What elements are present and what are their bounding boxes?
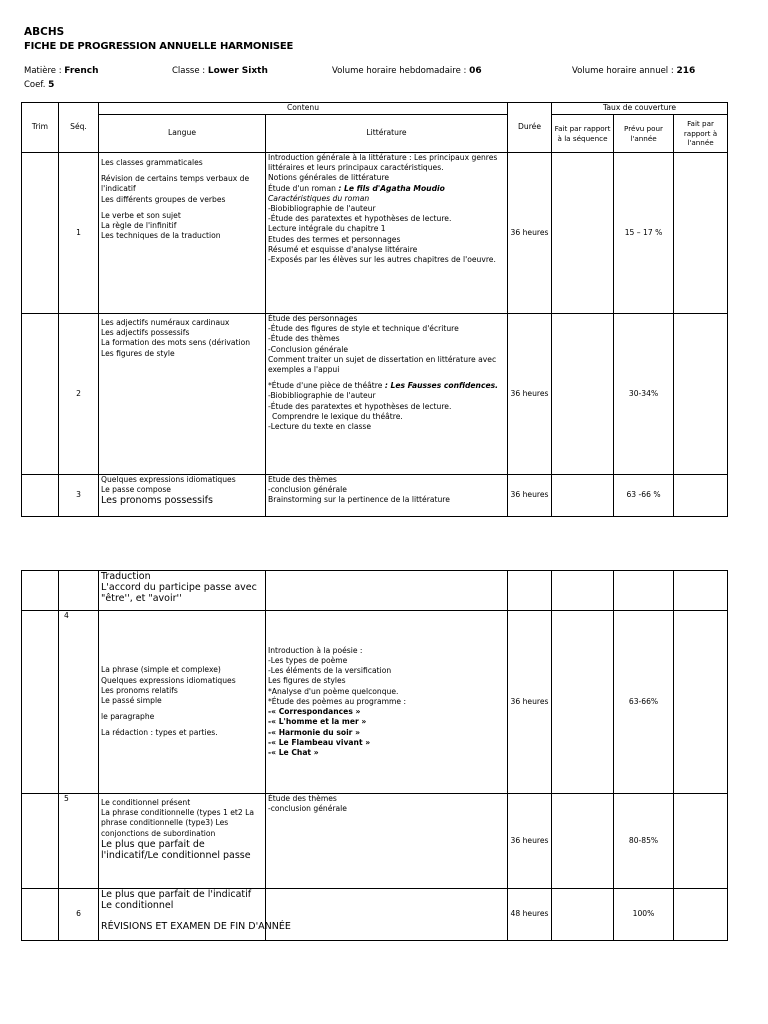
litt-item: -Les éléments de la versification [268, 666, 392, 676]
classe-field [172, 66, 268, 76]
fait-annee-cell [674, 611, 728, 794]
trim-cell [22, 611, 59, 794]
fait-seq-cell [552, 794, 614, 889]
fait-annee-cell [674, 794, 728, 889]
langue-item: Les techniques de la traduction [101, 231, 221, 241]
table-row [22, 475, 728, 517]
litt-item: Étude des personnages [268, 314, 358, 323]
litt-item: -Étude des thèmes [268, 334, 340, 344]
langue-item: Le conditionnel [101, 900, 174, 911]
trim-cell [22, 153, 59, 314]
progression-table-part1 [21, 102, 728, 517]
fait-annee-cell [674, 889, 728, 941]
poem-title: -« Le Flambeau vivant » [268, 737, 371, 747]
litterature-cell [266, 314, 508, 475]
classe-label: Classe : [172, 66, 206, 76]
litt-item: -Lecture du texte en classe [268, 422, 372, 432]
header-litterature: Littérature [266, 115, 508, 153]
litt-item: Introduction générale à la littérature : Les principaux genres littéraires et leurs principaux caractéristiques. [268, 153, 498, 173]
vol-hebdo-field [332, 66, 482, 76]
trim-cell [22, 571, 59, 611]
langue-item: Les classes grammaticales [101, 158, 203, 167]
langue-item: La phrase (simple et complexe) [101, 665, 221, 675]
table-row [22, 611, 728, 794]
langue-item: Traduction [101, 571, 151, 582]
langue-item: Les adjectifs possessifs [101, 328, 190, 338]
litterature-cell [266, 571, 508, 611]
fait-seq-cell [552, 153, 614, 314]
langue-cell [99, 794, 266, 889]
litt-item: -Étude des paratextes et hypothèses de lecture. [268, 401, 452, 411]
langue-item: le paragraphe [101, 712, 155, 722]
litt-work-title: : Les Fausses confidences. [384, 381, 499, 391]
poem-title: -« L'homme et la mer » [268, 717, 367, 727]
table-row [22, 889, 728, 941]
litt-item: Caractéristiques du roman [268, 193, 370, 203]
prevu-cell [614, 571, 674, 611]
vol-annuel-value: 216 [676, 66, 696, 76]
litt-item: Résumé et esquisse d'analyse littéraire [268, 244, 418, 254]
header-fait-annee: Fait par rapport à l'année [674, 115, 728, 153]
litt-item: Les figures de styles [268, 676, 346, 686]
poem-title: -« Le Chat » [268, 747, 319, 757]
langue-cell [99, 571, 266, 611]
litterature-cell [266, 611, 508, 794]
litt-item: Étude des thèmes [268, 794, 337, 803]
fait-annee-cell [674, 314, 728, 475]
langue-item: La phrase conditionnelle (types 1 et2 La phrase conditionnelle (type3) Les conjonctions de subordination [101, 808, 254, 838]
duree-cell: 48 heures [508, 889, 552, 941]
trim-cell [22, 314, 59, 475]
header-fait-sequence: Fait par rapport à la séquence [552, 115, 614, 153]
langue-item: Les différents groupes de verbes [101, 194, 226, 204]
matiere-value: French [64, 66, 99, 76]
trim-cell [22, 794, 59, 889]
table-row [22, 153, 728, 314]
litt-roman-line [268, 184, 505, 194]
duree-cell: 36 heures [508, 611, 552, 794]
header-prevu-annee: Prévu pour l'année [614, 115, 674, 153]
vol-annuel-field [572, 66, 695, 76]
trim-cell [22, 889, 59, 941]
coef-field [24, 80, 54, 90]
seq-cell [59, 571, 99, 611]
fait-seq-cell [552, 611, 614, 794]
vol-annuel-label: Volume horaire annuel : [572, 66, 674, 76]
litterature-cell [266, 475, 508, 517]
langue-item: Le passe compose [101, 485, 171, 495]
litterature-cell [266, 794, 508, 889]
document-title: FICHE DE PROGRESSION ANNUELLE HARMONISEE [24, 41, 294, 52]
fait-seq-cell [552, 475, 614, 517]
progression-table-part2 [21, 570, 728, 941]
trim-cell [22, 475, 59, 517]
table-row [22, 794, 728, 889]
litt-item: -Les types de poème [268, 656, 348, 666]
duree-cell: 36 heures [508, 314, 552, 475]
seq-cell: 2 [59, 314, 99, 475]
litt-item: Notions générales de littérature [268, 173, 390, 183]
litt-item: -Conclusion générale [268, 344, 349, 354]
fait-seq-cell [552, 314, 614, 475]
litt-item: -conclusion générale [268, 485, 347, 495]
litt-item: Brainstorming sur la pertinence de la littérature [268, 495, 450, 505]
langue-cell [99, 153, 266, 314]
langue-item: Les pronoms possessifs [101, 495, 213, 507]
langue-item: Les adjectifs numéraux cardinaux [101, 318, 230, 327]
langue-cell [99, 475, 266, 517]
langue-cell [99, 314, 266, 475]
langue-item: Le plus que parfait de l'indicatif/Le conditionnel passe [101, 838, 251, 861]
prevu-cell: 30-34% [614, 314, 674, 475]
litt-item: *Étude des poèmes au programme : [268, 696, 407, 706]
prevu-cell: 63-66% [614, 611, 674, 794]
seq-cell: 6 [59, 889, 99, 941]
litt-item: -Exposés par les élèves sur les autres chapitres de l'oeuvre. [268, 255, 496, 265]
langue-item: Quelques expressions idiomatiques [101, 675, 236, 685]
litterature-cell [266, 889, 508, 941]
litt-item: -conclusion générale [268, 804, 347, 814]
poem-title: -« Harmonie du soir » [268, 727, 360, 737]
poem-title: -« Correspondances » [268, 707, 361, 717]
litt-item: Etude des thèmes [268, 475, 337, 484]
coef-label: Coef. [24, 80, 46, 90]
langue-item: La rédaction : types et parties. [101, 728, 218, 738]
langue-item: Le verbe et son sujet [101, 210, 181, 220]
litterature-cell [266, 153, 508, 314]
matiere-label: Matière : [24, 66, 62, 76]
duree-cell [508, 571, 552, 611]
matiere-field [24, 66, 99, 76]
prevu-cell: 63 -66 % [614, 475, 674, 517]
prevu-cell: 100% [614, 889, 674, 941]
vol-hebdo-value: 06 [469, 66, 482, 76]
seq-cell: 4 [59, 611, 99, 794]
fait-seq-cell [552, 889, 614, 941]
litt-item: Etudes des termes et personnages [268, 234, 401, 244]
duree-cell: 36 heures [508, 475, 552, 517]
prevu-cell: 15 – 17 % [614, 153, 674, 314]
seq-cell: 1 [59, 153, 99, 314]
langue-item: Les figures de style [101, 348, 175, 358]
litt-item: *Analyse d'un poème quelconque. [268, 686, 399, 696]
litt-item: -Biobibliographie de l'auteur [268, 204, 376, 214]
fait-annee-cell [674, 571, 728, 611]
langue-cell [99, 889, 291, 941]
litt-item: -Étude des paratextes et hypothèses de lecture. [268, 214, 452, 224]
header-duree: Durée [508, 103, 552, 153]
header-taux: Taux de couverture [552, 103, 728, 115]
header-trim: Trim [22, 103, 59, 153]
langue-item: Les pronoms relatifs [101, 685, 178, 695]
litt-item: Comment traiter un sujet de dissertation en littérature avec exemples a l'appui [268, 354, 497, 375]
vol-hebdo-label: Volume horaire hebdomadaire : [332, 66, 467, 76]
fait-seq-cell [552, 571, 614, 611]
coef-value: 5 [48, 80, 55, 90]
header-langue: Langue [99, 115, 266, 153]
langue-item: Le passé simple [101, 696, 162, 705]
duree-cell: 36 heures [508, 153, 552, 314]
seq-cell: 5 [59, 794, 99, 889]
seq-cell: 3 [59, 475, 99, 517]
litt-item: Étude d'un roman [268, 183, 336, 193]
langue-item: Révision de certains temps verbaux de l'indicatif [101, 174, 250, 194]
litt-item: Lecture intégrale du chapitre 1 [268, 224, 386, 234]
litt-item: *Étude d'une pièce de théâtre [268, 381, 383, 391]
classe-value: Lower Sixth [207, 66, 268, 76]
fait-annee-cell [674, 475, 728, 517]
litt-item: Introduction à la poésie : [268, 645, 363, 655]
school-name: ABCHS [24, 26, 65, 38]
langue-item: La formation des mots sens (dérivation [101, 338, 251, 348]
litt-work-title: : Le fils d'Agatha Moudio [338, 183, 445, 193]
table-row [22, 314, 728, 475]
langue-item: RÉVISIONS ET EXAMEN DE FIN D'ANNÉE [101, 921, 291, 932]
langue-item: La règle de l'infinitif [101, 221, 177, 231]
langue-cell [99, 611, 266, 794]
fait-annee-cell [674, 153, 728, 314]
duree-cell: 36 heures [508, 794, 552, 889]
litt-item: -Étude des figures de style et technique d'écriture [268, 324, 459, 334]
prevu-cell: 80-85% [614, 794, 674, 889]
header-contenu: Contenu [99, 103, 508, 115]
header-seq: Séq. [59, 103, 99, 153]
litt-item: -Biobibliographie de l'auteur [268, 391, 376, 401]
langue-item: L'accord du participe passe avec "être'', et "avoir'' [101, 582, 257, 604]
langue-item: Le plus que parfait de l'indicatif [101, 889, 252, 900]
langue-item: Le conditionnel présent [101, 798, 191, 807]
litt-item: Comprendre le lexique du théâtre. [272, 411, 403, 421]
table-row [22, 571, 728, 611]
litt-theatre-line [268, 381, 505, 391]
langue-item: Quelques expressions idiomatiques [101, 475, 236, 484]
